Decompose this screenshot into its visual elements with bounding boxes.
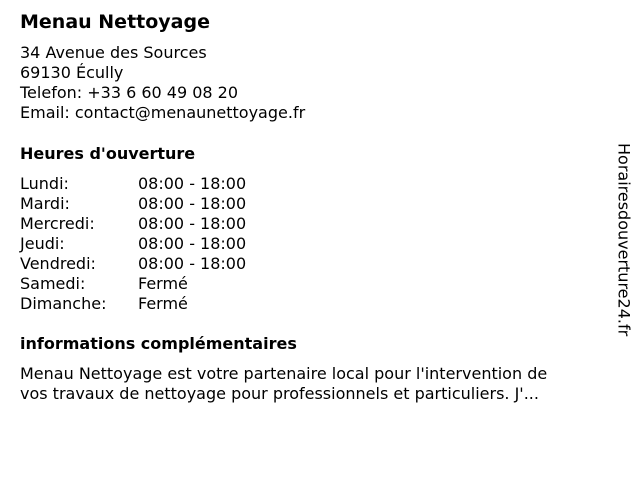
hours-row-monday	[20, 174, 246, 194]
site-watermark	[612, 134, 636, 346]
business-description	[20, 364, 620, 404]
address-street: 34 Avenue des Sources	[20, 43, 207, 62]
hours-day: Mardi:	[20, 194, 70, 213]
hours-time: 08:00 - 18:00	[138, 234, 247, 253]
additional-info-heading: informations complémentaires	[20, 334, 297, 353]
opening-hours-heading: Heures d'ouverture	[20, 144, 196, 163]
hours-day: Jeudi:	[20, 234, 65, 253]
address-city: 69130 Écully	[20, 63, 124, 82]
phone-number[interactable]: Telefon: +33 6 60 49 08 20	[20, 83, 239, 102]
hours-time: 08:00 - 18:00	[138, 214, 247, 233]
hours-day: Samedi:	[20, 274, 86, 293]
hours-day: Vendredi:	[20, 254, 96, 273]
business-name: Menau Nettoyage	[20, 11, 210, 33]
contact-block	[20, 43, 305, 123]
email-address[interactable]: Email: contact@menaunettoyage.fr	[20, 103, 306, 122]
hours-day: Dimanche:	[20, 294, 107, 313]
hours-time: 08:00 - 18:00	[138, 174, 247, 193]
description-line: Menau Nettoyage est votre partenaire local pour l'intervention de	[20, 364, 548, 383]
description-line: vos travaux de nettoyage pour professionnels et particuliers. J'...	[20, 384, 539, 403]
hours-row-tuesday	[20, 194, 246, 214]
hours-day: Lundi:	[20, 174, 69, 193]
hours-time: 08:00 - 18:00	[138, 254, 247, 273]
hours-time: 08:00 - 18:00	[138, 194, 247, 213]
hours-row-sunday	[20, 294, 246, 314]
watermark-text: Horairesdouverture24.fr	[614, 143, 634, 337]
hours-time: Fermé	[138, 274, 188, 293]
hours-row-saturday	[20, 274, 246, 294]
opening-hours-table	[20, 174, 246, 314]
hours-row-wednesday	[20, 214, 246, 234]
hours-time: Fermé	[138, 294, 188, 313]
hours-row-friday	[20, 254, 246, 274]
hours-row-thursday	[20, 234, 246, 254]
hours-day: Mercredi:	[20, 214, 95, 233]
